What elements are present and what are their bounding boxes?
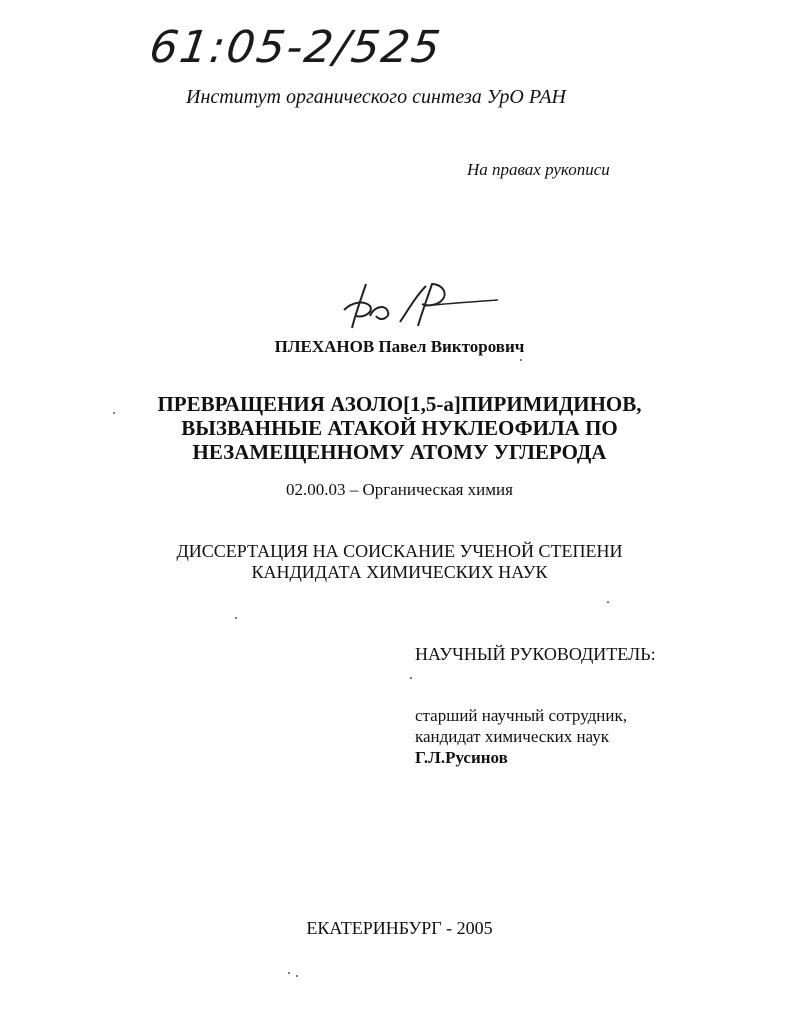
scan-speck: [410, 677, 412, 679]
degree-line: КАНДИДАТА ХИМИЧЕСКИХ НАУК: [251, 562, 548, 582]
scan-speck: [235, 617, 237, 619]
city-year: ЕКАТЕРИНБУРГ - 2005: [306, 918, 493, 938]
institute-name: Институт органического синтеза УрО РАН: [186, 86, 566, 108]
scan-speck: [113, 412, 115, 414]
degree-line: ДИССЕРТАЦИЯ НА СОИСКАНИЕ УЧЕНОЙ СТЕПЕНИ: [176, 541, 623, 561]
dissertation-title: [0, 392, 799, 464]
title-line: НЕЗАМЕЩЕННОМУ АТОМУ УГЛЕРОДА: [192, 440, 607, 464]
scan-speck: [296, 975, 298, 977]
advisor-heading: НАУЧНЫЙ РУКОВОДИТЕЛЬ:: [415, 644, 656, 664]
author-name: ПЛЕХАНОВ Павел Викторович: [274, 337, 525, 356]
rights-notice: На правах рукописи: [467, 160, 610, 179]
scan-speck: [288, 972, 290, 974]
specialty-code: 02.00.03 – Органическая химия: [286, 480, 513, 499]
advisor-position: старший научный сотрудник,: [415, 706, 627, 725]
handwritten-archive-code: 61:05-2/525: [146, 22, 446, 73]
advisor-degree: кандидат химических наук: [415, 727, 609, 746]
author-signature: [330, 278, 500, 334]
degree-statement: [0, 541, 799, 583]
scan-speck: [607, 601, 609, 603]
advisor-block: [415, 705, 627, 768]
advisor-name: Г.Л.Русинов: [415, 748, 508, 767]
scan-speck: [520, 359, 522, 361]
title-line: ВЫЗВАННЫЕ АТАКОЙ НУКЛЕОФИЛА ПО: [181, 416, 618, 440]
title-line: ПРЕВРАЩЕНИЯ АЗОЛО[1,5-a]ПИРИМИДИНОВ,: [157, 392, 642, 416]
